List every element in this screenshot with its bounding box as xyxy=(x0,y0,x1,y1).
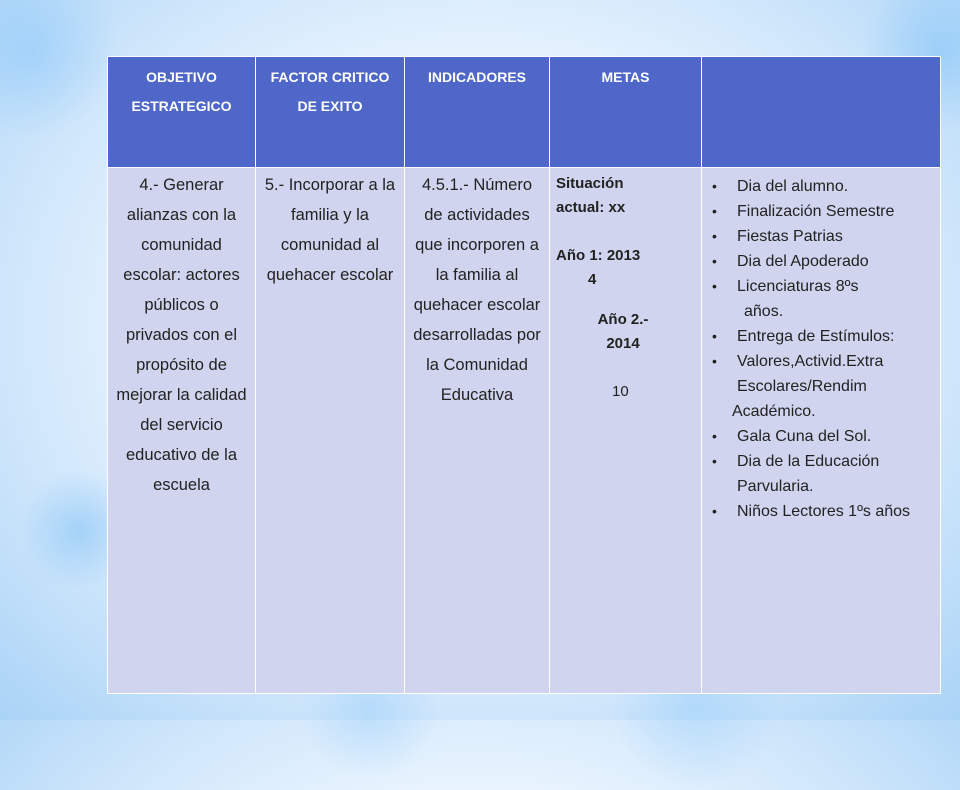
list-item: • Finalización Semestre xyxy=(710,199,936,224)
table-row xyxy=(108,168,941,694)
year1-value: 4 xyxy=(588,271,597,288)
bokeh-decoration xyxy=(0,0,120,140)
actividades-list xyxy=(710,174,936,524)
list-item: • Gala Cuna del Sol. xyxy=(710,424,936,449)
actividades-cell xyxy=(702,168,941,694)
table-header-row xyxy=(108,57,941,168)
list-item: • Valores,Activid.Extra Escolares/Rendim xyxy=(710,349,936,399)
list-item: • Dia de la Educación Parvularia. xyxy=(710,449,936,499)
header-objetivo: OBJETIVO ESTRATEGICO xyxy=(108,57,256,168)
indicador-cell: 4.5.1.- Número de actividades que incorporen a la familia al quehacer escolar desarrolladas por la Comunidad Educativa xyxy=(405,168,550,694)
objetivo-cell: 4.- Generar alianzas con la comunidad escolar: actores públicos o privados con el propósito de mejorar la calidad del servicio educativo de la escuela xyxy=(108,168,256,694)
list-item: • Dia del Apoderado xyxy=(710,249,936,274)
factor-cell: 5.- Incorporar a la familia y la comunidad al quehacer escolar xyxy=(256,168,405,694)
header-actividades xyxy=(702,57,941,168)
list-item: • Entrega de Estímulos: xyxy=(710,324,936,349)
list-item: años. xyxy=(744,303,784,320)
year1-label: Año 1: 2013 xyxy=(556,247,641,264)
header-factor: FACTOR CRITICO DE EXITO xyxy=(256,57,405,168)
year2-label: Año 2.- 2014 xyxy=(597,311,649,352)
strategic-plan-table xyxy=(107,56,941,694)
list-item: • Dia del alumno. xyxy=(710,174,936,199)
list-item: • Fiestas Patrias xyxy=(710,224,936,249)
situacion-label: Situación actual: xx xyxy=(556,175,626,216)
header-indicadores: INDICADORES xyxy=(405,57,550,168)
header-metas: METAS xyxy=(550,57,702,168)
list-item: • Niños Lectores 1ºs años xyxy=(710,499,936,524)
metas-cell xyxy=(550,168,702,694)
year2-value: 10 xyxy=(612,383,629,400)
list-item: Académico. xyxy=(732,403,816,420)
list-item: • Licenciaturas 8ºs xyxy=(710,274,936,299)
